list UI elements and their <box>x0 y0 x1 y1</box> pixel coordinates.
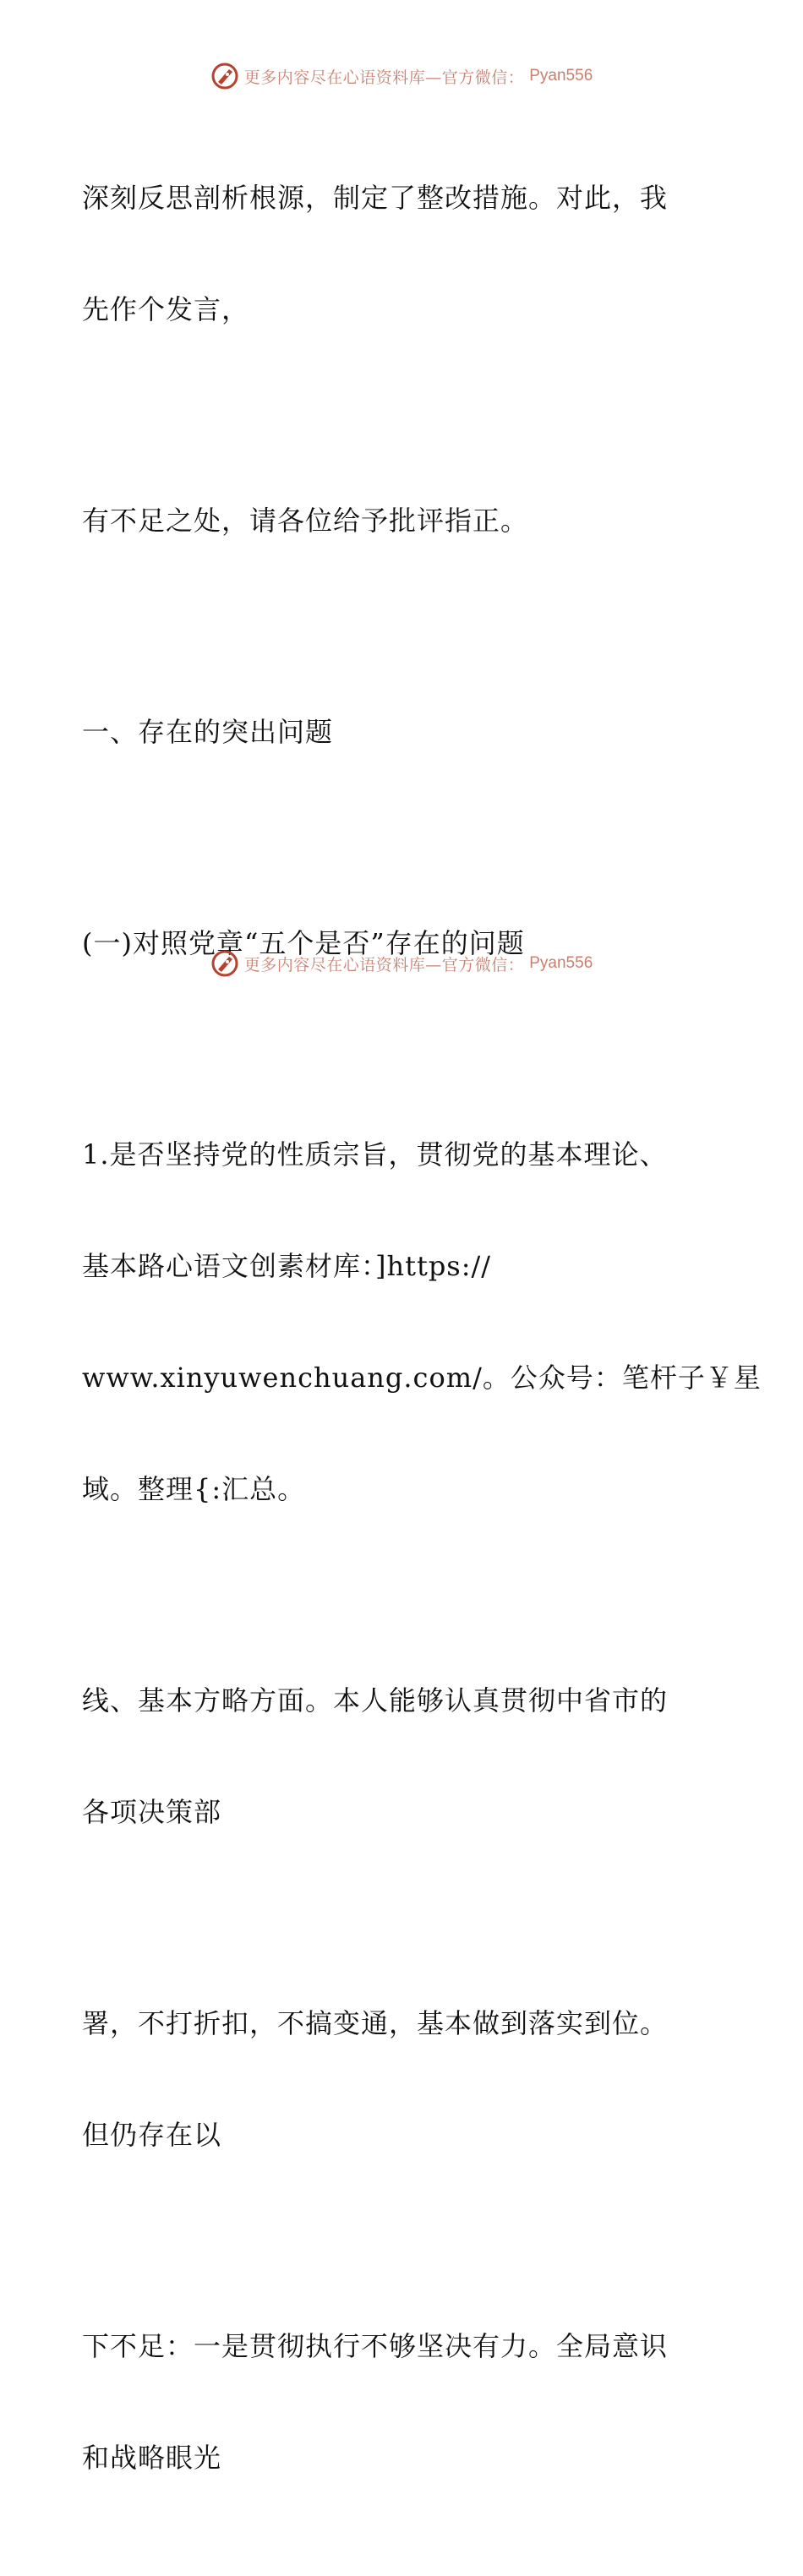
watermark-text: 更多内容尽在心语资料库—官方微信： <box>243 955 525 974</box>
paragraph <box>82 1062 762 1582</box>
watermark-text: 更多内容尽在心语资料库—官方微信： <box>243 68 525 87</box>
pen-logo-icon <box>210 62 239 90</box>
watermark-wechat-id: Pyan556 <box>529 954 593 972</box>
text-line: www.xinyuwenchuang.com/。公众号：笔杆子￥星 <box>82 1362 762 1394</box>
watermark-wechat-id: Pyan556 <box>529 67 593 85</box>
subsection-heading <box>82 850 712 1036</box>
text-line: 但仍存在以 <box>82 2119 222 2151</box>
text-line: 各项决策部 <box>82 1796 222 1828</box>
text-line: 下不足：一是贯彻执行不够坚决有力。全局意识 <box>82 2330 669 2362</box>
text-line: 1.是否坚持党的性质宗旨，贯彻党的基本理论、 <box>82 1138 668 1171</box>
text-line: 有不足之处，请各位给予批评指正。 <box>82 505 529 537</box>
text-line: 基本路心语文创素材库：]https:// <box>82 1250 492 1282</box>
section-heading <box>82 639 712 825</box>
document-body <box>82 105 762 2576</box>
text-line: 先作个发言， <box>82 293 250 325</box>
paragraph <box>82 2253 712 2551</box>
paragraph <box>82 428 712 614</box>
text-line: 域。整理{:汇总。 <box>82 1473 306 1505</box>
paragraph <box>82 1607 712 1905</box>
footer-watermark <box>0 947 803 980</box>
text-line: 深刻反思剖析根源，制定了整改措施。对此，我 <box>82 182 669 214</box>
text-line: (一)对照党章“五个是否”存在的问题 <box>82 927 525 959</box>
text-line: 线、基本方略方面。本人能够认真贯彻中省市的 <box>82 1684 669 1716</box>
text-line: 一、存在的突出问题 <box>82 716 334 748</box>
text-line: 和战略眼光 <box>82 2442 222 2474</box>
header-watermark <box>0 59 803 93</box>
paragraph <box>82 1930 712 2228</box>
text-line: 署，不打折扣，不搞变通，基本做到落实到位。 <box>82 2007 669 2039</box>
pen-logo-icon <box>210 949 239 978</box>
paragraph <box>82 105 712 402</box>
